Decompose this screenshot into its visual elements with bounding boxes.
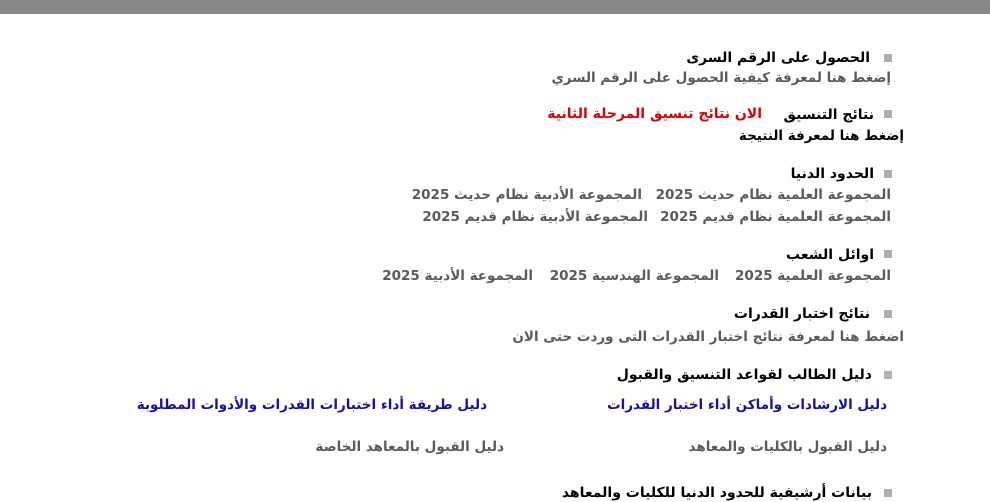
bullet-icon xyxy=(884,371,892,379)
section-title-minimums: الحدود الدنيا xyxy=(790,166,874,182)
section-title-toppers: اوائل الشعب xyxy=(786,247,874,263)
phase-two-results-link[interactable]: الان نتائج تنسيق المرحلة الثانية xyxy=(547,106,762,122)
bullet-icon xyxy=(884,110,892,118)
guide-venues-link[interactable]: دليل الارشادات وأماكن أداء اختبار القدرات xyxy=(607,397,887,413)
pin-link[interactable]: إضغط هنا لمعرفة كيفية الحصول على الرقم السري xyxy=(551,70,891,86)
guide-colleges-admission-link[interactable]: دليل القبول بالكليات والمعاهد xyxy=(688,439,887,455)
section-title-archive[interactable]: بيانات أرشيفية للحدود الدنيا للكليات والمعاهد xyxy=(561,485,872,501)
section-title-aptitude: نتائج اختبار القدرات xyxy=(733,306,870,322)
coordination-result-link[interactable]: إضغط هنا لمعرفة النتيجة xyxy=(738,128,904,144)
guide-private-institutes-link[interactable]: دليل القبول بالمعاهد الخاصة xyxy=(315,439,504,455)
section-title-guide: دليل الطالب لقواعد التنسيق والقبول xyxy=(616,367,872,383)
top-bar xyxy=(0,0,990,14)
minimums-literary-new-link[interactable]: المجموعة الأدبية نظام حديث 2025 xyxy=(411,187,642,203)
toppers-science-link[interactable]: المجموعة العلمية 2025 xyxy=(735,268,891,284)
bullet-icon xyxy=(884,54,892,62)
bullet-icon xyxy=(884,250,892,258)
aptitude-results-link[interactable]: اضغط هنا لمعرفة نتائج اختبار القدرات التى وردت حتى الان xyxy=(512,329,904,345)
toppers-literary-link[interactable]: المجموعة الأدبية 2025 xyxy=(382,268,533,284)
bullet-icon xyxy=(884,310,892,318)
section-title-coordination: نتائج التنسيق xyxy=(783,107,874,123)
minimums-literary-old-link[interactable]: المجموعة الأدبية نظام قديم 2025 xyxy=(422,209,648,225)
bullet-icon xyxy=(884,489,892,497)
guide-test-method-link[interactable]: دليل طريقة أداء اختبارات القدرات والأدوات المطلوبة xyxy=(136,397,487,413)
toppers-engineering-link[interactable]: المجموعة الهندسية 2025 xyxy=(549,268,719,284)
minimums-science-new-link[interactable]: المجموعة العلمية نظام حديث 2025 xyxy=(655,187,891,203)
section-title-pin: الحصول على الرقم السرى xyxy=(686,50,870,66)
bullet-icon xyxy=(884,170,892,178)
minimums-science-old-link[interactable]: المجموعة العلمية نظام قديم 2025 xyxy=(660,209,891,225)
